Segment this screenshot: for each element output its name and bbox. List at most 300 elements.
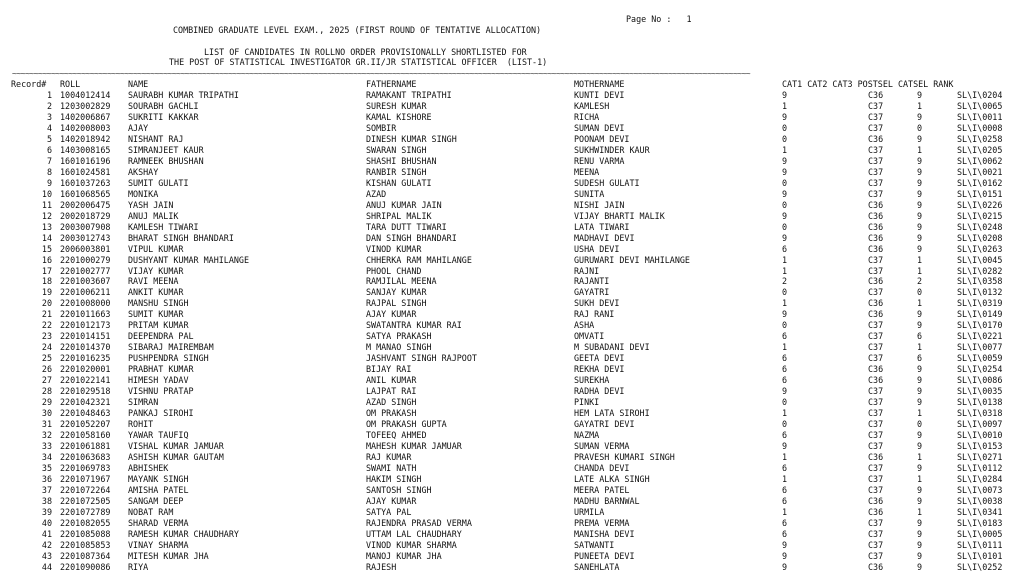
post-selected: C37 xyxy=(868,550,884,561)
table-row xyxy=(0,364,1024,375)
post-selected: C37 xyxy=(868,462,884,473)
post-selected: C37 xyxy=(868,408,884,419)
father-name: BIJAY RAI xyxy=(366,364,412,375)
roll-number: 2201052207 xyxy=(60,419,111,430)
post-selected: C36 xyxy=(868,495,884,506)
post-selected: C37 xyxy=(868,155,884,166)
table-row xyxy=(0,189,1024,200)
post-selected: C36 xyxy=(868,561,884,572)
category-selected: 9 xyxy=(917,133,923,144)
rank: SL\I\0112 xyxy=(957,462,1003,473)
category-selected: 9 xyxy=(917,166,923,177)
father-name: SWATANTRA KUMAR RAI xyxy=(366,320,462,331)
roll-number: 2003007908 xyxy=(60,221,111,232)
mother-name: SUDESH GULATI xyxy=(574,177,640,188)
record-number: 28 xyxy=(41,386,52,397)
rank: SL\I\0021 xyxy=(957,166,1003,177)
cat1: 9 xyxy=(782,309,788,320)
roll-number: 2201014151 xyxy=(60,331,111,342)
mother-name: OMVATI xyxy=(574,331,605,342)
candidate-name: HIMESH YADAV xyxy=(128,375,189,386)
roll-number: 2201063683 xyxy=(60,451,111,462)
father-name: DAN SINGH BHANDARI xyxy=(366,232,457,243)
candidate-name: DUSHYANT KUMAR MAHILANGE xyxy=(128,254,250,265)
category-selected: 9 xyxy=(917,309,923,320)
candidate-name: SUKRITI KAKKAR xyxy=(128,111,199,122)
record-number: 12 xyxy=(41,210,52,221)
father-name: RAJENDRA PRASAD VERMA xyxy=(366,517,472,528)
rank: SL\I\0284 xyxy=(957,473,1003,484)
mother-name: LATA TIWARI xyxy=(574,221,630,232)
record-number: 31 xyxy=(41,419,52,430)
father-name: UTTAM LAL CHAUDHARY xyxy=(366,528,462,539)
category-selected: 0 xyxy=(917,419,923,430)
mother-name: GEETA DEVI xyxy=(574,353,625,364)
father-name: HAKIM SINGH xyxy=(366,473,422,484)
category-selected: 9 xyxy=(917,243,923,254)
cat1: 1 xyxy=(782,298,788,309)
rank: SL\I\0271 xyxy=(957,451,1003,462)
table-row xyxy=(0,430,1024,441)
candidate-name: SIMRAN xyxy=(128,397,159,408)
post-selected: C37 xyxy=(868,188,884,199)
candidate-name: BHARAT SINGH BHANDARI xyxy=(128,232,234,243)
candidate-name: PUSHPENDRA SINGH xyxy=(128,353,209,364)
post-selected: C37 xyxy=(868,177,884,188)
table-row xyxy=(0,266,1024,277)
roll-number: 2201082055 xyxy=(60,517,111,528)
post-selected: C37 xyxy=(868,320,884,331)
mother-name: SANEHLATA xyxy=(574,561,620,572)
table-row xyxy=(0,156,1024,167)
record-number: 32 xyxy=(41,430,52,441)
candidate-name: RAVI MEENA xyxy=(128,276,179,287)
table-row xyxy=(0,353,1024,364)
roll-number: 1601024581 xyxy=(60,166,111,177)
table-row xyxy=(0,101,1024,112)
mother-name: SUMAN DEVI xyxy=(574,122,625,133)
roll-number: 2201020001 xyxy=(60,364,111,375)
candidate-name: SAURABH KUMAR TRIPATHI xyxy=(128,90,239,100)
category-selected: 9 xyxy=(917,90,923,100)
header-fathername: FATHERNAME xyxy=(366,79,417,89)
record-number: 14 xyxy=(41,232,52,243)
candidate-name: VIJAY KUMAR xyxy=(128,265,184,276)
post-selected: C36 xyxy=(868,375,884,386)
mother-name: MADHAVI DEVI xyxy=(574,232,635,243)
roll-number: 2201008000 xyxy=(60,298,111,309)
table-row xyxy=(0,463,1024,474)
record-number: 27 xyxy=(41,375,52,386)
candidate-name: AKSHAY xyxy=(128,166,159,177)
mother-name: RAJNI xyxy=(574,265,600,276)
category-selected: 9 xyxy=(917,177,923,188)
father-name: RAJPAL SINGH xyxy=(366,298,427,309)
record-number: 36 xyxy=(41,473,52,484)
table-row xyxy=(0,408,1024,419)
category-selected: 1 xyxy=(917,408,923,419)
category-selected: 9 xyxy=(917,397,923,408)
cat1: 9 xyxy=(782,539,788,550)
header-mothername: MOTHERNAME xyxy=(574,79,625,89)
candidate-name: ABHISHEK xyxy=(128,462,169,473)
table-row xyxy=(0,134,1024,145)
rank: SL\I\0062 xyxy=(957,155,1003,166)
mother-name: SUMAN VERMA xyxy=(574,441,630,451)
post-selected: C37 xyxy=(868,144,884,155)
post-selected: C37 xyxy=(868,528,884,539)
cat1: 9 xyxy=(782,386,788,397)
candidate-name: NOBAT RAM xyxy=(128,506,174,517)
cat1: 0 xyxy=(782,122,788,133)
candidate-name: SUMIT KUMAR xyxy=(128,309,184,320)
roll-number: 2201029518 xyxy=(60,386,111,397)
rank: SL\I\0008 xyxy=(957,122,1003,133)
mother-name: SATWANTI xyxy=(574,539,615,550)
cat1: 1 xyxy=(782,451,788,462)
cat1: 6 xyxy=(782,484,788,495)
roll-number: 2201042321 xyxy=(60,397,111,408)
rank: SL\I\0065 xyxy=(957,100,1003,111)
roll-number: 2201085853 xyxy=(60,539,111,550)
table-row xyxy=(0,485,1024,496)
post-selected: C36 xyxy=(868,298,884,309)
rank: SL\I\0153 xyxy=(957,441,1003,451)
table-row xyxy=(0,452,1024,463)
category-selected: 9 xyxy=(917,539,923,550)
roll-number: 2201087364 xyxy=(60,550,111,561)
mother-name: RAJANTI xyxy=(574,276,610,287)
cat1: 1 xyxy=(782,254,788,265)
rank: SL\I\0086 xyxy=(957,375,1003,386)
cat1: 9 xyxy=(782,232,788,243)
post-selected: C37 xyxy=(868,386,884,397)
table-row xyxy=(0,298,1024,309)
candidate-name: SIMRANJEET KAUR xyxy=(128,144,204,155)
rank: SL\I\0170 xyxy=(957,320,1003,331)
record-number: 40 xyxy=(41,517,52,528)
rank: SL\I\0138 xyxy=(957,397,1003,408)
rank: SL\I\0111 xyxy=(957,539,1003,550)
post-selected: C36 xyxy=(868,309,884,320)
roll-number: 2002018729 xyxy=(60,210,111,221)
roll-number: 2201012173 xyxy=(60,320,111,331)
record-number: 23 xyxy=(41,331,52,342)
candidate-name: MITESH KUMAR JHA xyxy=(128,550,209,561)
post-selected: C37 xyxy=(868,265,884,276)
mother-name: RENU VARMA xyxy=(574,155,625,166)
cat1: 0 xyxy=(782,419,788,430)
roll-number: 2201061881 xyxy=(60,441,111,451)
post-selected: C37 xyxy=(868,484,884,495)
record-number: 2 xyxy=(46,100,52,111)
table-row xyxy=(0,276,1024,287)
record-number: 15 xyxy=(41,243,52,254)
father-name: OM PRAKASH xyxy=(366,408,417,419)
candidate-name: ROHIT xyxy=(128,419,154,430)
cat1: 9 xyxy=(782,561,788,572)
post-selected: C37 xyxy=(868,100,884,111)
candidate-name: RAMNEEK BHUSHAN xyxy=(128,155,204,166)
father-name: KAMAL KISHORE xyxy=(366,111,432,122)
candidate-name: SHARAD VERMA xyxy=(128,517,189,528)
mother-name: SUNITA xyxy=(574,188,605,199)
roll-number: 2003012743 xyxy=(60,232,111,243)
table-row xyxy=(0,178,1024,189)
table-row xyxy=(0,441,1024,452)
table-row xyxy=(0,211,1024,222)
rank: SL\I\0358 xyxy=(957,276,1003,287)
table-row xyxy=(0,551,1024,562)
father-name: RAMAKANT TRIPATHI xyxy=(366,90,452,100)
roll-number: 2201011663 xyxy=(60,309,111,320)
cat1: 1 xyxy=(782,506,788,517)
category-selected: 1 xyxy=(917,473,923,484)
record-number: 6 xyxy=(46,144,52,155)
father-name: TOFEEQ AHMED xyxy=(366,430,427,441)
post-selected: C36 xyxy=(868,199,884,210)
category-selected: 1 xyxy=(917,100,923,111)
cat1: 9 xyxy=(782,111,788,122)
father-name: SATYA PRAKASH xyxy=(366,331,432,342)
candidate-name: NISHANT RAJ xyxy=(128,133,184,144)
father-name: M MANAO SINGH xyxy=(366,342,432,353)
post-selected: C36 xyxy=(868,232,884,243)
category-selected: 6 xyxy=(917,331,923,342)
mother-name: PREMA VERMA xyxy=(574,517,630,528)
cat1: 9 xyxy=(782,550,788,561)
table-row xyxy=(0,244,1024,255)
candidate-name: ANKIT KUMAR xyxy=(128,287,184,298)
cat1: 1 xyxy=(782,408,788,419)
father-name: TARA DUTT TIWARI xyxy=(366,221,447,232)
roll-number: 2006003801 xyxy=(60,243,111,254)
table-row xyxy=(0,397,1024,408)
father-name: ANUJ KUMAR JAIN xyxy=(366,199,442,210)
mother-name: NAZMA xyxy=(574,430,600,441)
cat1: 9 xyxy=(782,166,788,177)
record-number: 26 xyxy=(41,364,52,375)
post-selected: C37 xyxy=(868,331,884,342)
father-name: DINESH KUMAR SINGH xyxy=(366,133,457,144)
category-selected: 9 xyxy=(917,111,923,122)
roll-number: 2201072789 xyxy=(60,506,111,517)
father-name: AJAY KUMAR xyxy=(366,309,417,320)
cat1: 0 xyxy=(782,221,788,232)
table-row xyxy=(0,200,1024,211)
father-name: RAJ KUMAR xyxy=(366,451,412,462)
cat1: 0 xyxy=(782,133,788,144)
cat1: 6 xyxy=(782,462,788,473)
post-selected: C37 xyxy=(868,397,884,408)
mother-name: PUNEETA DEVI xyxy=(574,550,635,561)
record-number: 3 xyxy=(46,111,52,122)
rank: SL\I\0183 xyxy=(957,517,1003,528)
cat1: 6 xyxy=(782,364,788,375)
post-selected: C37 xyxy=(868,254,884,265)
record-number: 42 xyxy=(41,539,52,550)
roll-number: 2201002777 xyxy=(60,265,111,276)
father-name: SHASHI BHUSHAN xyxy=(366,155,437,166)
roll-number: 2002006475 xyxy=(60,199,111,210)
cat1: 9 xyxy=(782,441,788,451)
table-row xyxy=(0,507,1024,518)
category-selected: 0 xyxy=(917,287,923,298)
roll-number: 2201072505 xyxy=(60,495,111,506)
record-number: 44 xyxy=(41,561,52,572)
candidate-name: SIBARAJ MAIREMBAM xyxy=(128,342,214,353)
roll-number: 2201000279 xyxy=(60,254,111,265)
cat1: 6 xyxy=(782,528,788,539)
table-row xyxy=(0,309,1024,320)
record-number: 19 xyxy=(41,287,52,298)
rank: SL\I\0073 xyxy=(957,484,1003,495)
candidate-name: RAMESH KUMAR CHAUDHARY xyxy=(128,528,239,539)
post-selected: C36 xyxy=(868,506,884,517)
father-name: MAHESH KUMAR JAMUAR xyxy=(366,441,462,451)
father-name: RAJESH xyxy=(366,561,397,572)
table-row xyxy=(0,518,1024,529)
header-name: NAME xyxy=(128,79,149,89)
roll-number: 2201085088 xyxy=(60,528,111,539)
cat1: 6 xyxy=(782,517,788,528)
mother-name: NISHI JAIN xyxy=(574,199,625,210)
candidate-name: SUMIT GULATI xyxy=(128,177,189,188)
cat1: 9 xyxy=(782,90,788,100)
father-name: AZAD xyxy=(366,188,387,199)
header-record: Record# xyxy=(11,79,47,89)
candidate-name: VISHAL KUMAR JAMUAR xyxy=(128,441,224,451)
rank: SL\I\0059 xyxy=(957,353,1003,364)
category-selected: 9 xyxy=(917,561,923,572)
cat1: 6 xyxy=(782,495,788,506)
mother-name: ASHA xyxy=(574,320,595,331)
record-number: 30 xyxy=(41,408,52,419)
cat1: 1 xyxy=(782,342,788,353)
mother-name: RAJ RANI xyxy=(574,309,615,320)
mother-name: GURUWARI DEVI MAHILANGE xyxy=(574,254,690,265)
category-selected: 9 xyxy=(917,364,923,375)
father-name: VINOD KUMAR xyxy=(366,243,422,254)
record-number: 37 xyxy=(41,484,52,495)
mother-name: MEERA PATEL xyxy=(574,484,630,495)
rank: SL\I\0319 xyxy=(957,298,1003,309)
father-name: SWARAN SINGH xyxy=(366,144,427,155)
table-row xyxy=(0,90,1024,101)
category-selected: 9 xyxy=(917,232,923,243)
father-name: AJAY KUMAR xyxy=(366,495,417,506)
table-row xyxy=(0,145,1024,156)
category-selected: 1 xyxy=(917,144,923,155)
category-selected: 9 xyxy=(917,188,923,199)
rank: SL\I\0132 xyxy=(957,287,1003,298)
record-number: 8 xyxy=(46,166,52,177)
father-name: OM PRAKASH GUPTA xyxy=(366,419,447,430)
father-name: ANIL KUMAR xyxy=(366,375,417,386)
post-selected: C37 xyxy=(868,111,884,122)
record-number: 16 xyxy=(41,254,52,265)
record-number: 43 xyxy=(41,550,52,561)
candidate-name: YASH JAIN xyxy=(128,199,174,210)
category-selected: 9 xyxy=(917,155,923,166)
mother-name: PRAVESH KUMARI SINGH xyxy=(574,451,675,462)
post-selected: C37 xyxy=(868,353,884,364)
exam-title: COMBINED GRADUATE LEVEL EXAM., 2025 (FIRST ROUND OF TENTATIVE ALLOCATION) xyxy=(173,25,542,35)
mother-name: RADHA DEVI xyxy=(574,386,625,397)
record-number: 41 xyxy=(41,528,52,539)
cat1: 2 xyxy=(782,276,788,287)
candidate-name: MONIKA xyxy=(128,188,159,199)
category-selected: 1 xyxy=(917,265,923,276)
rank: SL\I\0101 xyxy=(957,550,1003,561)
table-row xyxy=(0,562,1024,573)
table-row xyxy=(0,342,1024,353)
post-selected: C36 xyxy=(868,243,884,254)
category-selected: 9 xyxy=(917,462,923,473)
category-selected: 9 xyxy=(917,375,923,386)
category-selected: 9 xyxy=(917,320,923,331)
record-number: 25 xyxy=(41,353,52,364)
candidate-list xyxy=(0,90,1024,573)
rank: SL\I\0215 xyxy=(957,210,1003,221)
candidate-name: RIYA xyxy=(128,561,149,572)
table-row xyxy=(0,540,1024,551)
father-name: SANJAY KUMAR xyxy=(366,287,427,298)
table-row xyxy=(0,496,1024,507)
record-number: 4 xyxy=(46,122,52,133)
mother-name: M SUBADANI DEVI xyxy=(574,342,650,353)
record-number: 10 xyxy=(41,188,52,199)
roll-number: 2201069783 xyxy=(60,462,111,473)
cat1: 6 xyxy=(782,353,788,364)
category-selected: 0 xyxy=(917,122,923,133)
category-selected: 9 xyxy=(917,528,923,539)
post-selected: C37 xyxy=(868,122,884,133)
rank: SL\I\0221 xyxy=(957,331,1003,342)
table-row xyxy=(0,167,1024,178)
candidate-name: ASHISH KUMAR GAUTAM xyxy=(128,451,224,462)
cat1: 1 xyxy=(782,473,788,484)
father-name: AZAD SINGH xyxy=(366,397,417,408)
rank: SL\I\0011 xyxy=(957,111,1003,122)
category-selected: 9 xyxy=(917,210,923,221)
category-selected: 9 xyxy=(917,430,923,441)
rank: SL\I\0151 xyxy=(957,188,1003,199)
rank: SL\I\0010 xyxy=(957,430,1003,441)
roll-number: 1004012414 xyxy=(60,90,111,100)
table-row xyxy=(0,112,1024,123)
separator-rule: ~~~~~~~~~~~~~~~~~~~~~~~~~~~~~~~~~~~~~~~~~~~~~~~~~~~~~~~~~~~~~~~~~~~~~~~~~~~~~~~~~~~~~~~~~~~~~~~~~~~~~~~~~~~~~~~~~~~~~~~~~~~~~~~~~~~~~~~~~~~~~~~~~~~~~~~~~~~~~~~~~~~~~~~~~~~ xyxy=(12,69,751,78)
category-selected: 6 xyxy=(917,353,923,364)
mother-name: SUKH DEVI xyxy=(574,298,620,309)
record-number: 17 xyxy=(41,265,52,276)
table-row xyxy=(0,529,1024,540)
rank: SL\I\0263 xyxy=(957,243,1003,254)
roll-number: 2201048463 xyxy=(60,408,111,419)
rank: SL\I\0077 xyxy=(957,342,1003,353)
record-number: 34 xyxy=(41,451,52,462)
mother-name: CHANDA DEVI xyxy=(574,462,630,473)
candidate-name: KAMLESH TIWARI xyxy=(128,221,199,232)
record-number: 13 xyxy=(41,221,52,232)
post-selected: C37 xyxy=(868,166,884,177)
category-selected: 2 xyxy=(917,276,923,287)
mother-name: KUNTI DEVI xyxy=(574,90,625,100)
candidate-name: VISHNU PRATAP xyxy=(128,386,194,397)
post-selected: C37 xyxy=(868,430,884,441)
candidate-name: SOURABH GACHLI xyxy=(128,100,199,111)
cat1: 1 xyxy=(782,265,788,276)
